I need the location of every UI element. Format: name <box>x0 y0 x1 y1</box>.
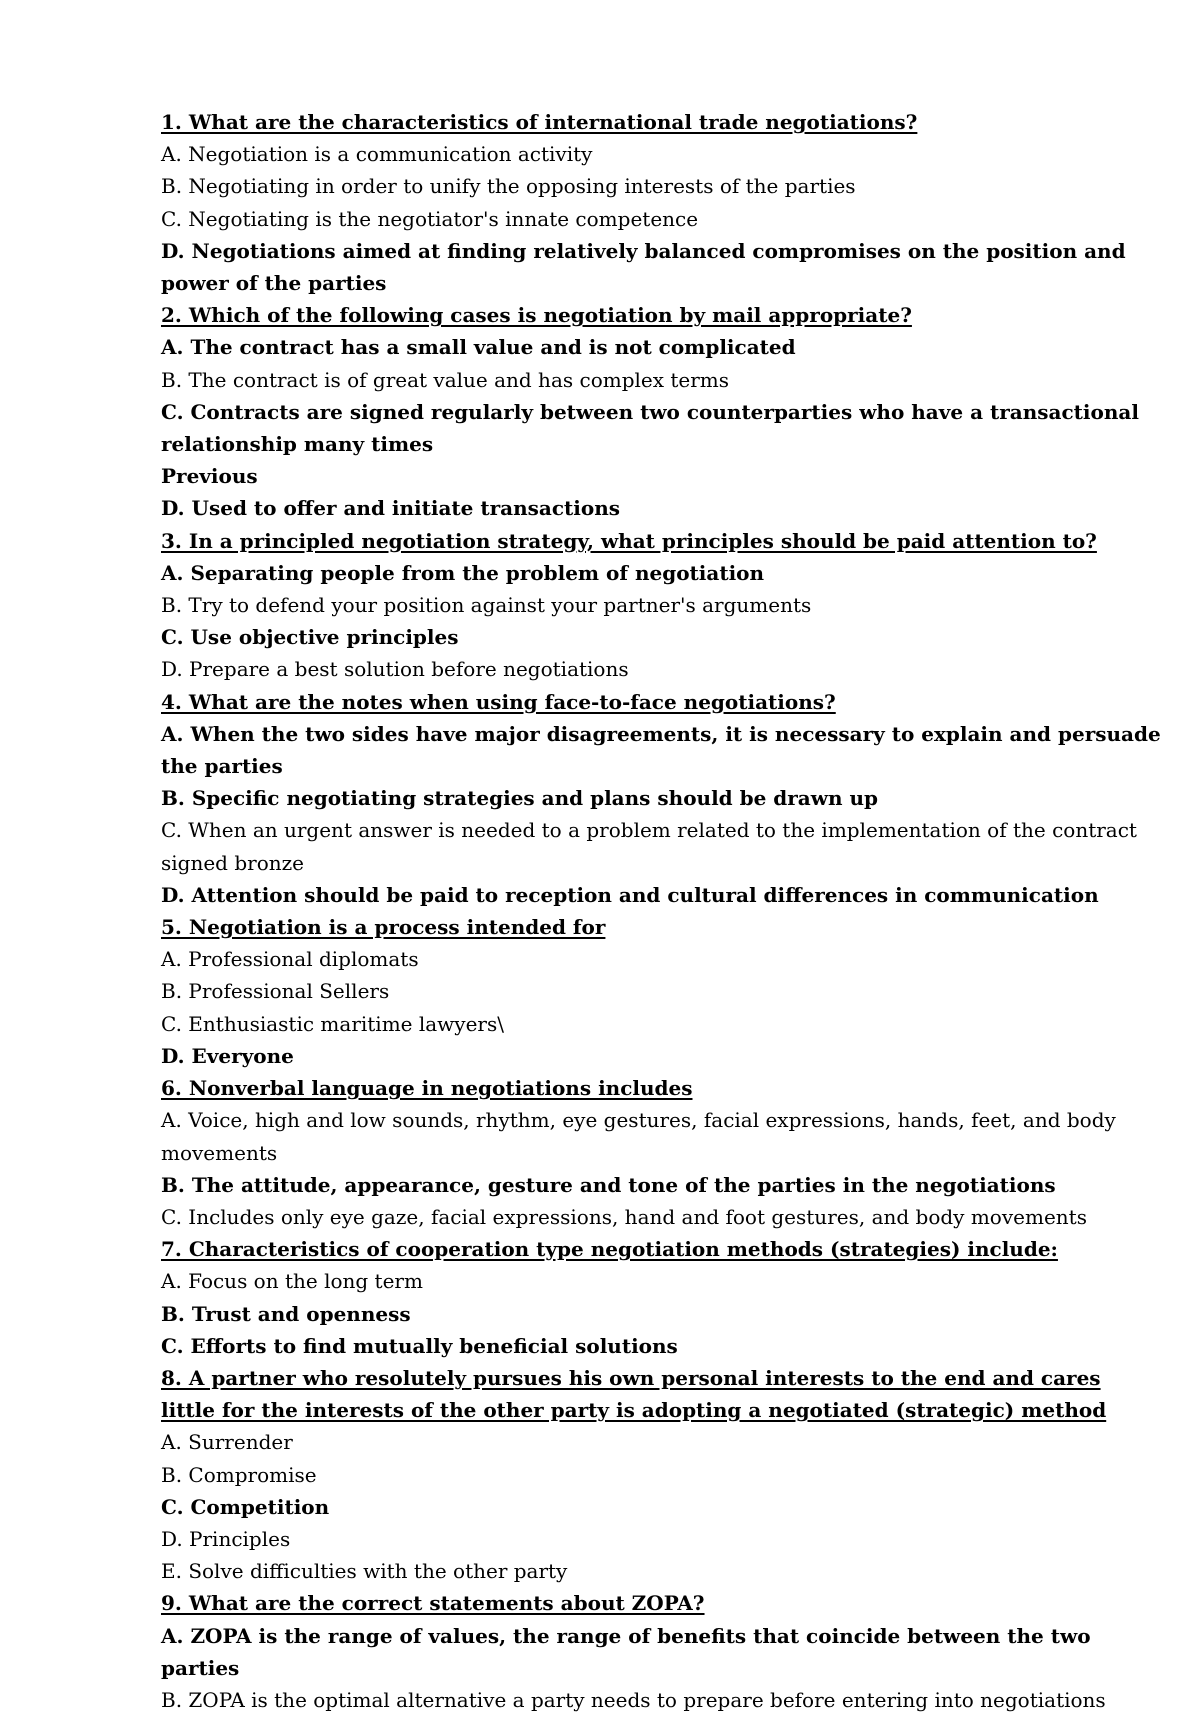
answer-option-correct: A. When the two sides have major disagreements, it is necessary to explain and persuade the parties <box>161 721 1161 779</box>
answer-option: C. Enthusiastic maritime lawyers\ <box>161 1011 504 1036</box>
answer-option: A. Professional diplomats <box>161 947 419 972</box>
answer-option-correct: A. ZOPA is the range of values, the range of benefits that coincide between the two parties <box>161 1623 1091 1680</box>
answer-option-correct: B. The attitude, appearance, gesture and tone of the parties in the negotiations <box>161 1172 1056 1197</box>
answer-option-correct: B. Trust and openness <box>161 1301 411 1326</box>
answer-option-correct: A. Separating people from the problem of negotiation <box>161 560 765 585</box>
answer-option-correct: C. Use objective principles <box>161 625 459 650</box>
question-text: 3. In a principled negotiation strategy, what principles should be paid attention to? <box>161 528 1097 553</box>
question-block <box>161 1587 1161 1716</box>
question-text: 9. What are the correct statements about ZOPA? <box>161 1591 705 1616</box>
question-block <box>161 686 1161 911</box>
answer-option: B. Try to defend your position against your partner's arguments <box>161 593 812 618</box>
answer-option: D. Principles <box>161 1526 291 1551</box>
answer-option-correct: C. Contracts are signed regularly between two counterparties who have a transactional relationship many times <box>161 399 1139 457</box>
question-text: 5. Negotiation is a process intended for <box>161 915 606 940</box>
answer-option-correct: D. Everyone <box>161 1043 294 1068</box>
question-text: 1. What are the characteristics of international trade negotiations? <box>161 110 918 134</box>
document-page <box>161 106 1161 1716</box>
question-block <box>161 299 1161 524</box>
question-text: 4. What are the notes when using face-to-face negotiations? <box>161 689 836 714</box>
answer-option: C. When an urgent answer is needed to a problem related to the implementation of the contract signed bronze <box>161 818 1137 875</box>
answer-option: D. Prepare a best solution before negotiations <box>161 657 629 682</box>
answer-option: B. Negotiating in order to unify the opposing interests of the parties <box>161 174 856 199</box>
question-text: 6. Nonverbal language in negotiations includes <box>161 1076 693 1101</box>
answer-option: B. Professional Sellers <box>161 979 390 1004</box>
question-block <box>161 1072 1161 1233</box>
answer-option-correct: C. Competition <box>161 1494 330 1519</box>
answer-option: A. Voice, high and low sounds, rhythm, eye gestures, facial expressions, hands, feet, and body movements <box>161 1108 1116 1165</box>
question-text: 2. Which of the following cases is negotiation by mail appropriate? <box>161 303 912 328</box>
question-block <box>161 911 1161 1072</box>
answer-option: A. Negotiation is a communication activity <box>161 142 593 167</box>
answer-option: C. Includes only eye gaze, facial expressions, hand and foot gestures, and body movements <box>161 1204 1087 1229</box>
question-block <box>161 1233 1161 1362</box>
answer-option: B. Compromise <box>161 1462 317 1487</box>
answer-option: A. Focus on the long term <box>161 1269 423 1294</box>
question-text: 7. Characteristics of cooperation type negotiation methods (strategies) include: <box>161 1237 1058 1262</box>
answer-option-correct: B. Specific negotiating strategies and plans should be drawn up <box>161 786 879 811</box>
question-block <box>161 1362 1161 1587</box>
answer-option: B. ZOPA is the optimal alternative a party needs to prepare before entering into negotiations <box>161 1687 1106 1712</box>
question-text: 8. A partner who resolutely pursues his own personal interests to the end and cares little for the interests of the other party is adopting a negotiated (strategic) method <box>161 1365 1107 1423</box>
answer-option-correct: Previous <box>161 464 258 489</box>
answer-option-correct: A. The contract has a small value and is not complicated <box>161 335 796 360</box>
answer-option-correct: C. Efforts to find mutually beneficial solutions <box>161 1333 678 1358</box>
question-block <box>161 106 1161 299</box>
answer-option: B. The contract is of great value and has complex terms <box>161 367 730 392</box>
answer-option-correct: D. Negotiations aimed at finding relatively balanced compromises on the position and power of the parties <box>161 238 1126 296</box>
answer-option: C. Negotiating is the negotiator's innate competence <box>161 206 699 231</box>
question-list <box>161 106 1161 1716</box>
answer-option: A. Surrender <box>161 1430 293 1455</box>
question-block <box>161 525 1161 686</box>
answer-option-correct: D. Used to offer and initiate transactions <box>161 496 621 521</box>
answer-option: E. Solve difficulties with the other party <box>161 1559 568 1584</box>
answer-option-correct: D. Attention should be paid to reception and cultural differences in communication <box>161 882 1099 907</box>
